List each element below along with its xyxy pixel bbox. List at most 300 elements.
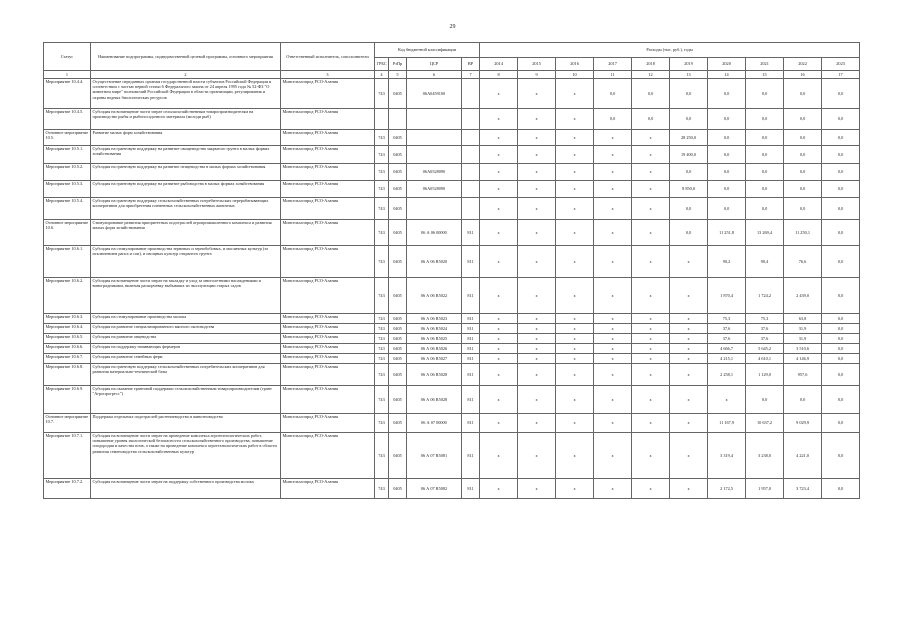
cell-name: Развитие малых форм хозяйствования <box>91 130 281 146</box>
cell-value: 31,9 <box>784 324 822 334</box>
cell-grbs: 743 <box>375 220 389 246</box>
cell-value: x <box>632 146 670 164</box>
column-number: 14 <box>708 71 746 79</box>
cell-rzpr: 0405 <box>389 278 407 314</box>
cell-value: x <box>556 354 594 364</box>
cell-grbs: 743 <box>375 130 389 146</box>
column-number: 8 <box>480 71 518 79</box>
cell-executor: Минсельхозпрод РСО-Алания <box>281 344 375 354</box>
cell-vr <box>462 198 480 220</box>
cell-value: x <box>518 479 556 499</box>
cell-value: x <box>556 109 594 130</box>
cell-name: Субсидия на возмещение части затрат на проведение комплекса агротехнологических работ, повышение уровня экологической безопасности сельскохозяйственного производства, повышение плодородия и качества почв, а также на проведение комплекса агротехнологических работ в области развития семеноводства сельскохозяйственных культур <box>91 433 281 479</box>
cell-value: x <box>518 130 556 146</box>
cell-vr: 811 <box>462 386 480 414</box>
cell-rzpr: 0405 <box>389 198 407 220</box>
cell-value: 3 723,4 <box>784 479 822 499</box>
cell-value: x <box>556 130 594 146</box>
cell-value: x <box>594 220 632 246</box>
cell-value: 0,0 <box>708 181 746 198</box>
cell-value: x <box>594 130 632 146</box>
cell-value: x <box>670 278 708 314</box>
cell-rzpr: 0405 <box>389 220 407 246</box>
cell-vr <box>462 164 480 181</box>
cell-value: 0,0 <box>822 386 860 414</box>
column-number: 10 <box>556 71 594 79</box>
cell-value: 0,0 <box>822 433 860 479</box>
cell-name: Субсидия на возмещение части затрат сельскохозяйственным товаропроизводителям на производство рыбы и рыбопосадочного материала (молоди рыб) <box>91 109 281 130</box>
cell-vr: 811 <box>462 278 480 314</box>
cell-value: x <box>480 334 518 344</box>
cell-value: 75,3 <box>708 314 746 324</box>
cell-value: 0,0 <box>784 164 822 181</box>
table-row <box>44 414 860 433</box>
cell-grbs: 743 <box>375 164 389 181</box>
cell-value: x <box>556 386 594 414</box>
cell-value: x <box>670 414 708 433</box>
cell-grbs: 743 <box>375 278 389 314</box>
cell-value: 0,0 <box>822 364 860 386</box>
cell-value: x <box>518 220 556 246</box>
cell-value: x <box>556 146 594 164</box>
table-row <box>44 364 860 386</box>
cell-value: 90,4 <box>746 246 784 278</box>
header-code-1: РзПр <box>389 58 407 71</box>
cell-vr: 811 <box>462 334 480 344</box>
cell-value: 2 258,1 <box>708 364 746 386</box>
table-row <box>44 433 860 479</box>
column-number: 17 <box>822 71 860 79</box>
cell-value: 2 172,5 <box>708 479 746 499</box>
cell-rzpr: 0405 <box>389 181 407 198</box>
cell-csr <box>407 109 462 130</box>
cell-value: 1 870,4 <box>708 278 746 314</box>
table-body <box>44 71 860 499</box>
cell-value: x <box>518 433 556 479</box>
cell-value: x <box>632 198 670 220</box>
cell-value: 3 238,0 <box>746 433 784 479</box>
cell-value: 28 250,0 <box>670 130 708 146</box>
cell-value: x <box>556 314 594 324</box>
table-row <box>44 109 860 130</box>
cell-value: x <box>480 220 518 246</box>
cell-csr: 06 А 06 R5023 <box>407 314 462 324</box>
cell-value: 0,0 <box>670 79 708 109</box>
cell-value: 0,0 <box>708 164 746 181</box>
cell-grbs: 743 <box>375 344 389 354</box>
cell-value: x <box>594 164 632 181</box>
cell-value: x <box>670 334 708 344</box>
cell-value: x <box>632 314 670 324</box>
page-number: 29 <box>449 24 456 30</box>
cell-value: x <box>518 354 556 364</box>
table-row <box>44 79 860 109</box>
cell-name: Субсидия на грантовую поддержку на развитие овощеводства закрытого грунта в малых формах хозяйствования <box>91 146 281 164</box>
cell-rzpr: 0405 <box>389 364 407 386</box>
cell-grbs: 743 <box>375 414 389 433</box>
cell-value: 10 637,2 <box>746 414 784 433</box>
cell-name: Субсидия на оказание грантовой поддержки сельскохозяйственным товаропроизводителям (грант "Агропрогресс") <box>91 386 281 414</box>
cell-vr: 811 <box>462 354 480 364</box>
cell-value: 0,0 <box>784 130 822 146</box>
cell-value: 4 666,7 <box>708 344 746 354</box>
cell-value: x <box>670 314 708 324</box>
cell-value: x <box>480 433 518 479</box>
header-year-2021: 2021 <box>746 58 784 71</box>
table-row <box>44 314 860 324</box>
cell-csr: 06 А 06 R5028 <box>407 364 462 386</box>
cell-rzpr: 0405 <box>389 79 407 109</box>
cell-vr <box>462 181 480 198</box>
cell-value: x <box>556 181 594 198</box>
cell-value: x <box>556 433 594 479</box>
cell-rzpr: 0405 <box>389 146 407 164</box>
table-row <box>44 146 860 164</box>
cell-value: x <box>594 386 632 414</box>
cell-grbs: 743 <box>375 479 389 499</box>
cell-value: 0,0 <box>822 414 860 433</box>
cell-value: 0,0 <box>822 354 860 364</box>
cell-value: x <box>594 181 632 198</box>
cell-value: x <box>480 364 518 386</box>
cell-rzpr: 0405 <box>389 479 407 499</box>
cell-value: 0,0 <box>746 130 784 146</box>
cell-csr: 06 А 06 R5024 <box>407 324 462 334</box>
cell-value: x <box>632 479 670 499</box>
cell-value: x <box>480 246 518 278</box>
table-row <box>44 344 860 354</box>
cell-value: 37,6 <box>708 334 746 344</box>
header-name: Наименование подпрограммы, подведомственной целевой программы, основного мероприятия <box>91 43 281 71</box>
cell-value: 0,0 <box>822 324 860 334</box>
cell-csr: 06 А 06 R5028 <box>407 386 462 414</box>
cell-rzpr: 0405 <box>389 246 407 278</box>
cell-status: Основное мероприятие 10.6. <box>44 220 91 246</box>
cell-value: 0,0 <box>784 146 822 164</box>
table-row <box>44 220 860 246</box>
cell-value: x <box>480 324 518 334</box>
cell-value: x <box>670 386 708 414</box>
cell-value: x <box>556 164 594 181</box>
cell-csr: 06А0528090 <box>407 164 462 181</box>
cell-value: x <box>594 146 632 164</box>
cell-value: 0,0 <box>784 109 822 130</box>
header-code-0: ГРБС <box>375 58 389 71</box>
cell-rzpr: 0405 <box>389 334 407 344</box>
cell-value: 0,0 <box>708 79 746 109</box>
cell-value: 0,0 <box>708 198 746 220</box>
cell-executor: Минсельхозпрод РСО-Алания <box>281 130 375 146</box>
header-executor: Ответственный исполнитель, соисполнители <box>281 43 375 71</box>
cell-vr: 811 <box>462 344 480 354</box>
cell-status: Мероприятие 10.6.6. <box>44 344 91 354</box>
cell-executor: Минсельхозпрод РСО-Алания <box>281 146 375 164</box>
cell-value: x <box>480 278 518 314</box>
cell-grbs: 743 <box>375 354 389 364</box>
cell-value: x <box>556 278 594 314</box>
cell-status: Мероприятие 10.6.7. <box>44 354 91 364</box>
cell-csr: 06А0459100 <box>407 79 462 109</box>
cell-value: x <box>480 198 518 220</box>
cell-status: Мероприятие 10.5.2. <box>44 164 91 181</box>
cell-csr: 06 А 07 R5081 <box>407 433 462 479</box>
cell-value: x <box>594 324 632 334</box>
cell-value: x <box>632 414 670 433</box>
cell-value: x <box>480 181 518 198</box>
header-year-2017: 2017 <box>594 58 632 71</box>
cell-value: x <box>518 198 556 220</box>
cell-csr: 06 А 06 00000 <box>407 220 462 246</box>
cell-value: 0,0 <box>822 278 860 314</box>
cell-value: 63,8 <box>784 314 822 324</box>
table-row <box>44 198 860 220</box>
cell-value: x <box>518 246 556 278</box>
cell-value: 0,0 <box>708 146 746 164</box>
cell-value: x <box>632 344 670 354</box>
cell-rzpr: 0405 <box>389 164 407 181</box>
cell-value: 13 269,4 <box>746 220 784 246</box>
cell-vr: 811 <box>462 314 480 324</box>
cell-value: x <box>670 479 708 499</box>
cell-name: Поддержка отдельных подотраслей растениеводства и животноводства <box>91 414 281 433</box>
cell-value: x <box>632 164 670 181</box>
cell-value: 0,0 <box>822 79 860 109</box>
cell-grbs: 743 <box>375 314 389 324</box>
cell-value: 0,0 <box>822 314 860 324</box>
cell-value: x <box>632 433 670 479</box>
cell-vr: 811 <box>462 414 480 433</box>
cell-rzpr <box>389 109 407 130</box>
cell-executor: Минсельхозпрод РСО-Алания <box>281 324 375 334</box>
cell-value: x <box>594 246 632 278</box>
cell-value: x <box>632 354 670 364</box>
cell-value: 0,0 <box>822 220 860 246</box>
cell-value: x <box>518 79 556 109</box>
cell-csr: 06 А 06 R5020 <box>407 246 462 278</box>
cell-value: 5 645,2 <box>746 344 784 354</box>
cell-value: x <box>480 130 518 146</box>
header-year-2023: 2023 <box>822 58 860 71</box>
cell-value: x <box>556 246 594 278</box>
cell-rzpr: 0405 <box>389 433 407 479</box>
cell-value: x <box>556 364 594 386</box>
cell-value: 37,6 <box>746 334 784 344</box>
cell-csr: 06 А 07 R5082 <box>407 479 462 499</box>
cell-executor: Минсельхозпрод РСО-Алания <box>281 198 375 220</box>
cell-value: x <box>594 354 632 364</box>
cell-value: x <box>480 146 518 164</box>
cell-rzpr: 0405 <box>389 314 407 324</box>
cell-value: 0,0 <box>632 79 670 109</box>
cell-value: 0,0 <box>594 79 632 109</box>
cell-value: 11 250,1 <box>784 220 822 246</box>
column-number: 4 <box>375 71 389 79</box>
column-number: 6 <box>407 71 462 79</box>
cell-value: x <box>670 344 708 354</box>
cell-name: Субсидия на грантовую поддержку на развитие рыбоводства в малых формах хозяйствования <box>91 181 281 198</box>
cell-rzpr: 0405 <box>389 344 407 354</box>
cell-grbs: 743 <box>375 386 389 414</box>
cell-csr: 06 А 06 R5026 <box>407 344 462 354</box>
cell-value: 0,0 <box>822 479 860 499</box>
cell-csr: 06 А 06 R5025 <box>407 334 462 344</box>
cell-value: x <box>632 246 670 278</box>
table-row <box>44 181 860 198</box>
column-number-row <box>44 71 860 79</box>
cell-executor: Минсельхозпрод РСО-Алания <box>281 364 375 386</box>
cell-status: Мероприятие 10.4.5. <box>44 109 91 130</box>
cell-value: 0,0 <box>670 198 708 220</box>
cell-value: 1 957,0 <box>746 479 784 499</box>
cell-csr: 06А0528090 <box>407 181 462 198</box>
cell-value: x <box>518 314 556 324</box>
cell-value: x <box>518 334 556 344</box>
cell-value: x <box>632 324 670 334</box>
cell-grbs: 743 <box>375 79 389 109</box>
column-number: 2 <box>91 71 281 79</box>
cell-value: 0,0 <box>594 109 632 130</box>
header-year-2019: 2019 <box>670 58 708 71</box>
cell-value: x <box>632 278 670 314</box>
header-status: Статус <box>44 43 91 71</box>
cell-value: x <box>632 220 670 246</box>
cell-value: 0,0 <box>746 181 784 198</box>
table-row <box>44 278 860 314</box>
cell-value: 0,0 <box>822 198 860 220</box>
cell-value: 1 724,2 <box>746 278 784 314</box>
cell-grbs: 743 <box>375 198 389 220</box>
cell-name: Субсидия на возмещение части затрат на поддержку собственного производства молока <box>91 479 281 499</box>
cell-value: 31,9 <box>784 334 822 344</box>
cell-value: 9 029,9 <box>784 414 822 433</box>
cell-status: Мероприятие 10.6.4. <box>44 324 91 334</box>
cell-rzpr: 0405 <box>389 354 407 364</box>
cell-executor: Минсельхозпрод РСО-Алания <box>281 181 375 198</box>
cell-value: x <box>594 433 632 479</box>
column-number: 16 <box>784 71 822 79</box>
cell-value: x <box>556 324 594 334</box>
cell-executor: Минсельхозпрод РСО-Алания <box>281 479 375 499</box>
table-row <box>44 354 860 364</box>
cell-value: 0,0 <box>746 109 784 130</box>
cell-value: 957,6 <box>784 364 822 386</box>
cell-value: x <box>632 334 670 344</box>
header-code-2: ЦСР <box>407 58 462 71</box>
cell-csr <box>407 198 462 220</box>
header-year-2018: 2018 <box>632 58 670 71</box>
cell-name: Субсидия на возмещение части затрат на закладку и уход за многолетними насаждениями и виноградниками, включая раскорчевку выбывших из эксплуатации старых садов <box>91 278 281 314</box>
cell-name: Субсидия на стимулирование производства молока <box>91 314 281 324</box>
cell-value: x <box>670 433 708 479</box>
cell-vr <box>462 79 480 109</box>
cell-executor: Минсельхозпрод РСО-Алания <box>281 79 375 109</box>
cell-executor: Минсельхозпрод РСО-Алания <box>281 334 375 344</box>
cell-value: x <box>480 386 518 414</box>
table-row <box>44 386 860 414</box>
cell-name: Осуществление переданных органам государственной власти субъектов Российской Федерации в соответствии с частью первой статьи 6 Федерального закона от 24 апреля 1995 года № 52-ФЗ "О животном мире" полномочий Российской Федерации в области организации, регулирования и охраны водных биологических ресурсов <box>91 79 281 109</box>
cell-value: x <box>518 386 556 414</box>
cell-value: x <box>594 344 632 354</box>
cell-executor: Минсельхозпрод РСО-Алания <box>281 414 375 433</box>
cell-value: x <box>480 354 518 364</box>
cell-name: Стимулирование развития приоритетных подотраслей агропромышленного комплекса и развития малых форм хозяйствования <box>91 220 281 246</box>
cell-name: Субсидия на поддержку начинающих фермеров <box>91 344 281 354</box>
cell-value: x <box>594 414 632 433</box>
cell-value: x <box>518 344 556 354</box>
column-number: 13 <box>670 71 708 79</box>
cell-value: 4 610,1 <box>746 354 784 364</box>
header-year-2020: 2020 <box>708 58 746 71</box>
cell-name: Субсидия на развитие овцеводства <box>91 334 281 344</box>
header-expenses: Расходы (тыс. руб.), годы <box>480 43 860 58</box>
cell-csr <box>407 130 462 146</box>
cell-status: Мероприятие 10.6.9. <box>44 386 91 414</box>
cell-grbs: 743 <box>375 324 389 334</box>
cell-vr <box>462 130 480 146</box>
cell-status: Мероприятие 10.4.4. <box>44 79 91 109</box>
cell-value: 90,2 <box>708 246 746 278</box>
cell-vr: 811 <box>462 220 480 246</box>
cell-status: Мероприятие 10.5.4. <box>44 198 91 220</box>
cell-value: 0,0 <box>746 386 784 414</box>
cell-value: 37,6 <box>708 324 746 334</box>
column-number: 15 <box>746 71 784 79</box>
cell-value: x <box>594 314 632 324</box>
cell-status: Мероприятие 10.6.8. <box>44 364 91 386</box>
table-row <box>44 479 860 499</box>
cell-value: x <box>594 278 632 314</box>
cell-value: x <box>670 324 708 334</box>
cell-value: 0,0 <box>746 164 784 181</box>
cell-value: x <box>632 386 670 414</box>
cell-value: 2 439,0 <box>784 278 822 314</box>
cell-value: x <box>556 220 594 246</box>
cell-value: x <box>480 79 518 109</box>
cell-value: 76,6 <box>784 246 822 278</box>
cell-value: 0,0 <box>822 181 860 198</box>
cell-name: Субсидия на грантовую поддержку на развитие птицеводства в малых формах хозяйствования <box>91 164 281 181</box>
cell-value: x <box>556 414 594 433</box>
cell-value: x <box>594 198 632 220</box>
cell-status: Мероприятие 10.6.3. <box>44 314 91 324</box>
column-number: 9 <box>518 71 556 79</box>
cell-value: 1 129,0 <box>746 364 784 386</box>
column-number: 1 <box>44 71 91 79</box>
cell-executor: Минсельхозпрод РСО-Алания <box>281 354 375 364</box>
cell-value: x <box>556 198 594 220</box>
cell-executor: Минсельхозпрод РСО-Алания <box>281 109 375 130</box>
cell-value: 3 510,6 <box>784 344 822 354</box>
cell-value: 0,0 <box>822 334 860 344</box>
cell-value: x <box>632 130 670 146</box>
cell-value: x <box>518 181 556 198</box>
header-year-2022: 2022 <box>784 58 822 71</box>
cell-value: 0,0 <box>746 198 784 220</box>
cell-name: Субсидия на развитие семейных ферм <box>91 354 281 364</box>
cell-csr: 06 А 07 00000 <box>407 414 462 433</box>
cell-value: 0,0 <box>632 109 670 130</box>
cell-value: 0,0 <box>822 109 860 130</box>
table-row <box>44 334 860 344</box>
cell-grbs: 743 <box>375 364 389 386</box>
header-code-3: ВР <box>462 58 480 71</box>
cell-csr: 06 А 06 R5027 <box>407 354 462 364</box>
cell-status: Мероприятие 10.7.1. <box>44 433 91 479</box>
cell-value: 0,0 <box>708 130 746 146</box>
cell-executor: Минсельхозпрод РСО-Алания <box>281 433 375 479</box>
cell-vr: 811 <box>462 479 480 499</box>
cell-value: x <box>670 354 708 364</box>
